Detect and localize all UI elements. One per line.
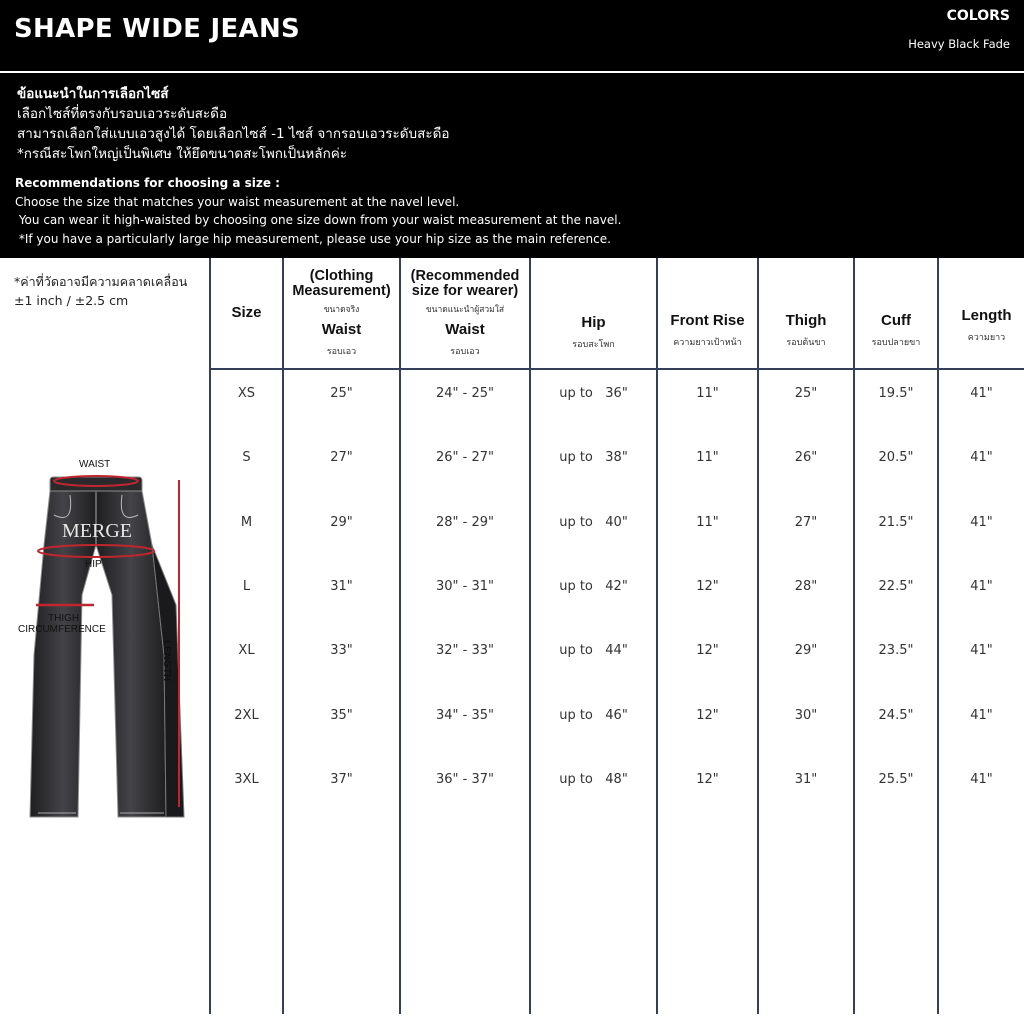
table-cell-cuff: 19.5"	[878, 386, 914, 401]
table-cell-rec-waist: 34" - 35"	[436, 708, 494, 723]
page-title: SHAPE WIDE JEANS	[14, 14, 301, 44]
size-chart-table	[209, 258, 1024, 1024]
table-cell-size: XS	[237, 386, 256, 401]
length-label: LENGTH	[161, 640, 172, 682]
table-cell-thigh: 30"	[794, 708, 818, 723]
advice-thai-line: สามารถเลือกใส่แบบเอวสูงได้ โดยเลือกไซส์ -1 ไซส์ จากรอบเอวระดับสะดือ	[17, 126, 450, 142]
table-cell-length: 41"	[970, 450, 993, 465]
table-cell-rec-waist: 26" - 27"	[436, 450, 494, 465]
table-cell-front-rise: 12"	[696, 643, 719, 658]
table-cell-thigh: 27"	[794, 515, 818, 530]
column-divider	[757, 258, 759, 1014]
header-divider	[0, 71, 1024, 73]
column-header-front-rise: Front Rise ความยาวเป้าหน้า	[670, 312, 745, 348]
table-cell-front-rise: 11"	[696, 450, 719, 465]
table-cell-hip: up to 46"	[559, 708, 628, 723]
table-cell-rec-waist: 24" - 25"	[436, 386, 494, 401]
table-cell-length: 41"	[970, 515, 993, 530]
column-divider	[209, 258, 211, 1014]
table-cell-size: 3XL	[234, 772, 259, 787]
waist-paren-thai: ขนาดจริง	[323, 304, 360, 315]
tolerance-line: *ค่าที่วัดอาจมีความคลาดเคลื่อน	[14, 274, 188, 289]
advice-english-heading: Recommendations for choosing a size :	[15, 176, 280, 190]
measurement-tolerance-note	[14, 272, 187, 310]
table-cell-cuff: 24.5"	[878, 708, 914, 723]
waist-thai: รอบเอว	[326, 346, 357, 357]
column-header-thigh: Thigh รอบต้นขา	[785, 312, 827, 348]
table-cell-cuff: 22.5"	[878, 579, 914, 594]
table-cell-cuff: 21.5"	[878, 515, 914, 530]
tolerance-line: ±1 inch / ±2.5 cm	[14, 293, 129, 308]
header-banner	[0, 0, 1024, 258]
table-cell-front-rise: 11"	[696, 386, 719, 401]
table-cell-cuff: 23.5"	[878, 643, 914, 658]
table-cell-rec-waist: 32" - 33"	[436, 643, 494, 658]
table-cell-waist: 33"	[330, 643, 353, 658]
advice-thai-line: *กรณีสะโพกใหญ่เป็นพิเศษ ให้ยึดขนาดสะโพกเป็นหลักค่ะ	[17, 146, 348, 162]
column-header-length: Length ความยาว	[961, 307, 1012, 343]
advice-english-line: *If you have a particularly large hip measurement, please use your hip size as the main reference.	[15, 231, 611, 246]
table-cell-thigh: 29"	[794, 643, 818, 658]
table-cell-hip: up to 42"	[559, 579, 628, 594]
table-cell-size: 2XL	[234, 708, 259, 723]
advice-english-line: You can wear it high-waisted by choosing one size down from your waist measurement at the navel.	[15, 213, 622, 227]
brand-mark: MERGE	[62, 520, 132, 542]
column-header-hip: Hip รอบสะโพก	[572, 314, 615, 350]
table-cell-size: M	[240, 515, 253, 530]
advice-thai-line: เลือกไซส์ที่ตรงกับรอบเอวระดับสะดือ	[17, 106, 228, 122]
table-cell-length: 41"	[970, 579, 993, 594]
column-header-size: Size	[231, 304, 262, 321]
column-header-cuff: Cuff รอบปลายขา	[871, 312, 921, 348]
table-cell-thigh: 31"	[794, 772, 818, 787]
waist-label: WAIST	[79, 459, 111, 470]
table-cell-size: XL	[238, 643, 255, 658]
table-cell-waist: 25"	[330, 386, 353, 401]
column-divider	[656, 258, 658, 1014]
table-cell-waist: 31"	[330, 579, 353, 594]
table-cell-rec-waist: 30" - 31"	[436, 579, 494, 594]
waist-label: Waist	[321, 320, 362, 338]
table-cell-size: S	[242, 450, 251, 465]
colors-label: COLORS	[946, 8, 1010, 24]
circumference-label: CIRCUMFERENCE	[18, 624, 106, 635]
table-cell-hip: up to 40"	[559, 515, 628, 530]
thigh-label: THIGH	[48, 613, 80, 624]
hip-label: HIP	[85, 559, 102, 570]
table-cell-cuff: 20.5"	[878, 450, 914, 465]
table-cell-hip: up to 38"	[559, 450, 628, 465]
table-cell-waist: 37"	[330, 772, 353, 787]
table-cell-length: 41"	[970, 708, 993, 723]
jeans-illustration	[14, 455, 204, 825]
header-row-divider	[209, 368, 1024, 370]
table-cell-hip: up to 36"	[559, 386, 628, 401]
table-cell-thigh: 28"	[794, 579, 818, 594]
colors-value: Heavy Black Fade	[908, 37, 1010, 51]
table-cell-waist: 35"	[330, 708, 353, 723]
table-cell-rec-waist: 28" - 29"	[436, 515, 494, 530]
table-cell-waist: 29"	[330, 515, 353, 530]
advice-english-line: Choose the size that matches your waist measurement at the navel level.	[15, 194, 460, 209]
size-advice-english	[15, 174, 621, 248]
column-divider	[399, 258, 401, 1014]
recommended-paren-thai: ขนาดแนะนำผู้สวมใส่	[425, 304, 505, 315]
size-advice-thai	[17, 84, 449, 164]
table-cell-hip: up to 44"	[559, 643, 628, 658]
column-divider	[853, 258, 855, 1014]
table-cell-length: 41"	[970, 772, 993, 787]
table-cell-waist: 27"	[330, 450, 353, 465]
table-cell-front-rise: 12"	[696, 772, 719, 787]
recommended-waist-thai: รอบเอว	[450, 346, 480, 357]
column-header-recommended-waist	[401, 258, 529, 368]
column-divider	[937, 258, 939, 1014]
waist-paren-label: (Clothing Measurement)	[292, 267, 391, 299]
jeans-measurement-diagram	[14, 455, 204, 825]
table-cell-rec-waist: 36" - 37"	[436, 772, 494, 787]
column-divider	[529, 258, 531, 1014]
table-cell-size: L	[242, 579, 251, 594]
column-header-waist	[284, 258, 399, 368]
table-cell-thigh: 25"	[794, 386, 818, 401]
recommended-waist-label: Waist	[445, 320, 485, 338]
table-cell-cuff: 25.5"	[878, 772, 914, 787]
table-cell-front-rise: 12"	[696, 708, 719, 723]
table-cell-hip: up to 48"	[559, 772, 628, 787]
table-cell-length: 41"	[970, 643, 993, 658]
table-cell-front-rise: 12"	[696, 579, 719, 594]
recommended-paren-label: (Recommended size for wearer)	[410, 267, 520, 299]
advice-thai-heading: ข้อแนะนำในการเลือกไซส์	[17, 86, 169, 102]
table-cell-front-rise: 11"	[696, 515, 719, 530]
table-cell-length: 41"	[970, 386, 993, 401]
column-divider	[282, 258, 284, 1014]
table-cell-thigh: 26"	[794, 450, 818, 465]
